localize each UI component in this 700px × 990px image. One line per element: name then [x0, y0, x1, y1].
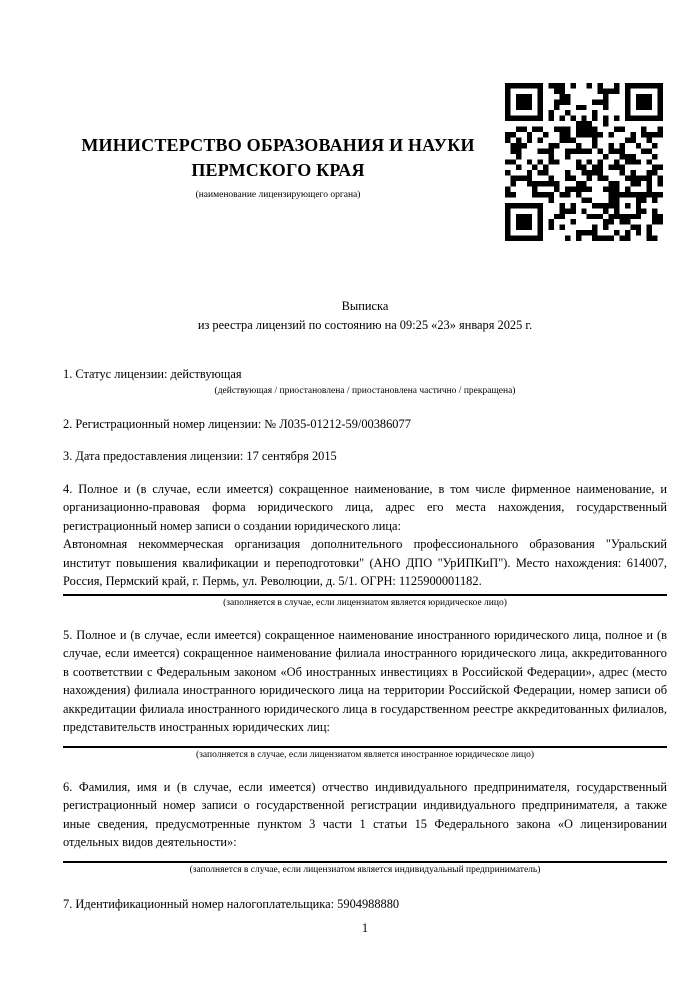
- document-title-line2: из реестра лицензий по состоянию на 09:25 «23» января 2025 г.: [197, 317, 533, 332]
- item-7-taxpayer-id: [63, 895, 667, 914]
- document-body: [63, 297, 667, 913]
- item-1-caption: (действующая / приостановлена / приостановлена частично / прекращена): [214, 385, 516, 396]
- qr-code-icon: [505, 83, 663, 241]
- page-number: 1: [361, 921, 369, 935]
- item-5-caption: (заполняется в случае, если лицензиатом является иностранное юридическое лицо): [196, 749, 534, 760]
- qr-code-container: [505, 83, 663, 241]
- item-4-caption: (заполняется в случае, если лицензиатом является юридическое лицо): [223, 597, 507, 608]
- ministry-name-line2: ПЕРМСКОГО КРАЯ: [191, 160, 365, 180]
- item-4-label: 4. Полное и (в случае, если имеется) сокращенное наименование, в том числе фирменное наименование, и организационно-правовая форма юридического лица, адрес его места нахождения, государственный регистрационный номер записи о создании юридического лица:: [63, 481, 667, 533]
- item-1-license-status: [63, 365, 667, 398]
- item-3-text: 3. Дата предоставления лицензии: 17 сентября 2015: [63, 449, 337, 463]
- item-5-foreign-entity: [63, 626, 667, 762]
- item-6-caption: (заполняется в случае, если лицензиатом является индивидуальный предприниматель): [189, 864, 541, 875]
- item-6-label: 6. Фамилия, имя и (в случае, если имеется) отчество индивидуального предпринимателя, государственный регистрационный номер записи о государственной регистрации индивидуального предпринимателя, а также иные сведения, предусмотренные пунктом 3 части 1 статьи 15 Федерального закона «О лицензировании отдельных видов деятельности»:: [63, 779, 667, 849]
- item-5-underline: [63, 746, 667, 748]
- document-title-line1: Выписка: [341, 299, 389, 313]
- licensing-authority-name: [68, 133, 488, 183]
- item-3-license-date: [63, 447, 667, 466]
- ministry-caption: (наименование лицензирующего органа): [195, 190, 361, 200]
- item-2-text: 2. Регистрационный номер лицензии: № Л035-01212-59/00386077: [63, 416, 411, 431]
- ministry-name-line1: МИНИСТЕРСТВО ОБРАЗОВАНИЯ И НАУКИ: [81, 135, 475, 155]
- document-title: [63, 297, 667, 334]
- item-2-registration-number: [63, 415, 667, 434]
- item-7-text: 7. Идентификационный номер налогоплательщика: 5904988880: [63, 896, 400, 911]
- item-4-underline: [63, 594, 667, 596]
- item-1-text: 1. Статус лицензии: действующая: [63, 367, 242, 381]
- item-6-underline: [63, 861, 667, 863]
- item-6-individual-entrepreneur: [63, 778, 667, 877]
- item-4-legal-entity: [63, 480, 667, 610]
- item-5-label: 5. Полное и (в случае, если имеется) сокращенное наименование иностранного юридического лица, полное и (в случае, если имеется) сокращенное наименование филиала иностранного юридического лица, аккредитованного в соответствии с Федеральным законом «Об иностранных инвестициях в Российской Федерации», адрес (место нахождения) филиала иностранного юридического лица на территории Российской Федерации, номер записи об аккредитации филиала иностранного юридического лица в государственном реестре аккредитованных филиалов, представительств иностранных юридических лиц:: [63, 627, 667, 734]
- item-4-value: Автономная некоммерческая организация дополнительного профессионального образования "Уральский институт повышения квалификации и переподготовки" (АНО ДПО "УрИПКиП"). Место нахождения: 614007, Россия, Пермский край, г. Пермь, ул. Революции, д. 5/1. ОГРН: 1125900001182.: [63, 537, 667, 588]
